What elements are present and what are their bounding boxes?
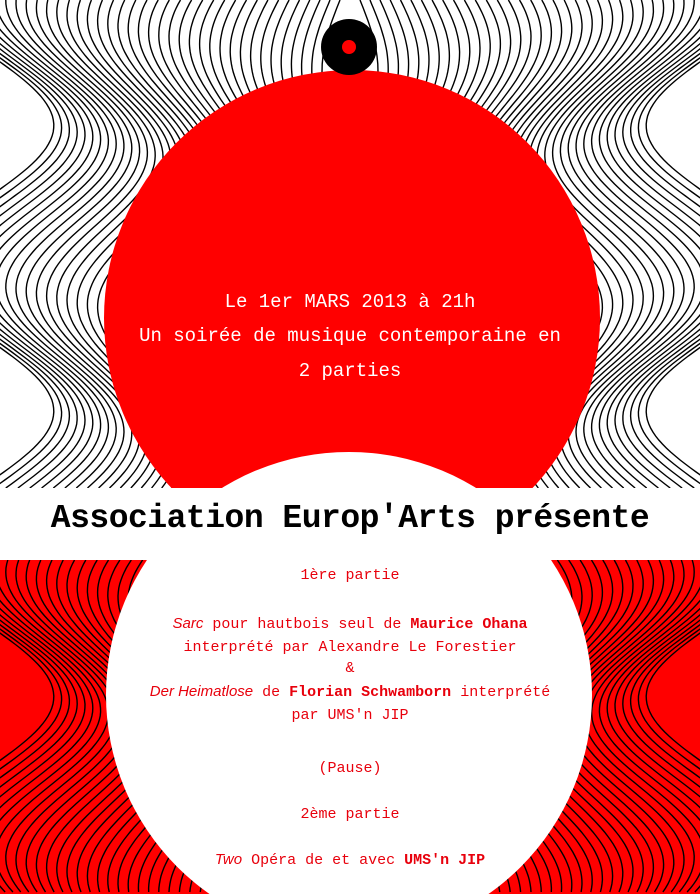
wave-line — [0, 0, 93, 488]
event-subtitle-line2: 2 parties — [298, 360, 402, 382]
piece1-composer: Maurice Ohana — [410, 616, 528, 633]
piece2-line — [100, 683, 600, 701]
wave-line — [615, 0, 700, 488]
wave-line — [0, 0, 69, 488]
presenter-title: Association Europ'Arts présente — [50, 500, 650, 537]
piece1-title: Sarc — [172, 615, 204, 632]
event-date: Le 1er MARS 2013 à 21h — [224, 291, 476, 313]
piece3-performer: UMS'n JIP — [404, 852, 486, 869]
piece1-performer: interprété par Alexandre Le Forestier — [183, 639, 517, 656]
intermission: (Pause) — [318, 760, 382, 777]
piece2-desc: de — [253, 684, 290, 701]
ampersand: & — [345, 660, 355, 677]
event-subtitle-line1: Un soirée de musique contemporaine en — [139, 325, 561, 347]
piece2-composer: Florian Schwamborn — [289, 684, 452, 701]
piece3-desc: Opéra de et avec — [242, 852, 405, 869]
piece2-performer: par UMS'n JIP — [291, 707, 409, 724]
wave-line — [631, 0, 700, 488]
record-icon-center — [342, 40, 356, 54]
wave-line — [607, 0, 700, 488]
wave-line — [0, 0, 85, 488]
piece1-desc: pour hautbois seul de — [203, 616, 411, 633]
piece3-title: Two — [214, 851, 243, 868]
piece3-line — [100, 851, 600, 869]
piece1-line — [100, 615, 600, 633]
piece2-title: Der Heimatlose — [149, 683, 254, 700]
part1-heading: 1ère partie — [300, 567, 400, 584]
part2-heading: 2ème partie — [300, 806, 400, 823]
piece2-tail: interprété — [451, 684, 551, 701]
